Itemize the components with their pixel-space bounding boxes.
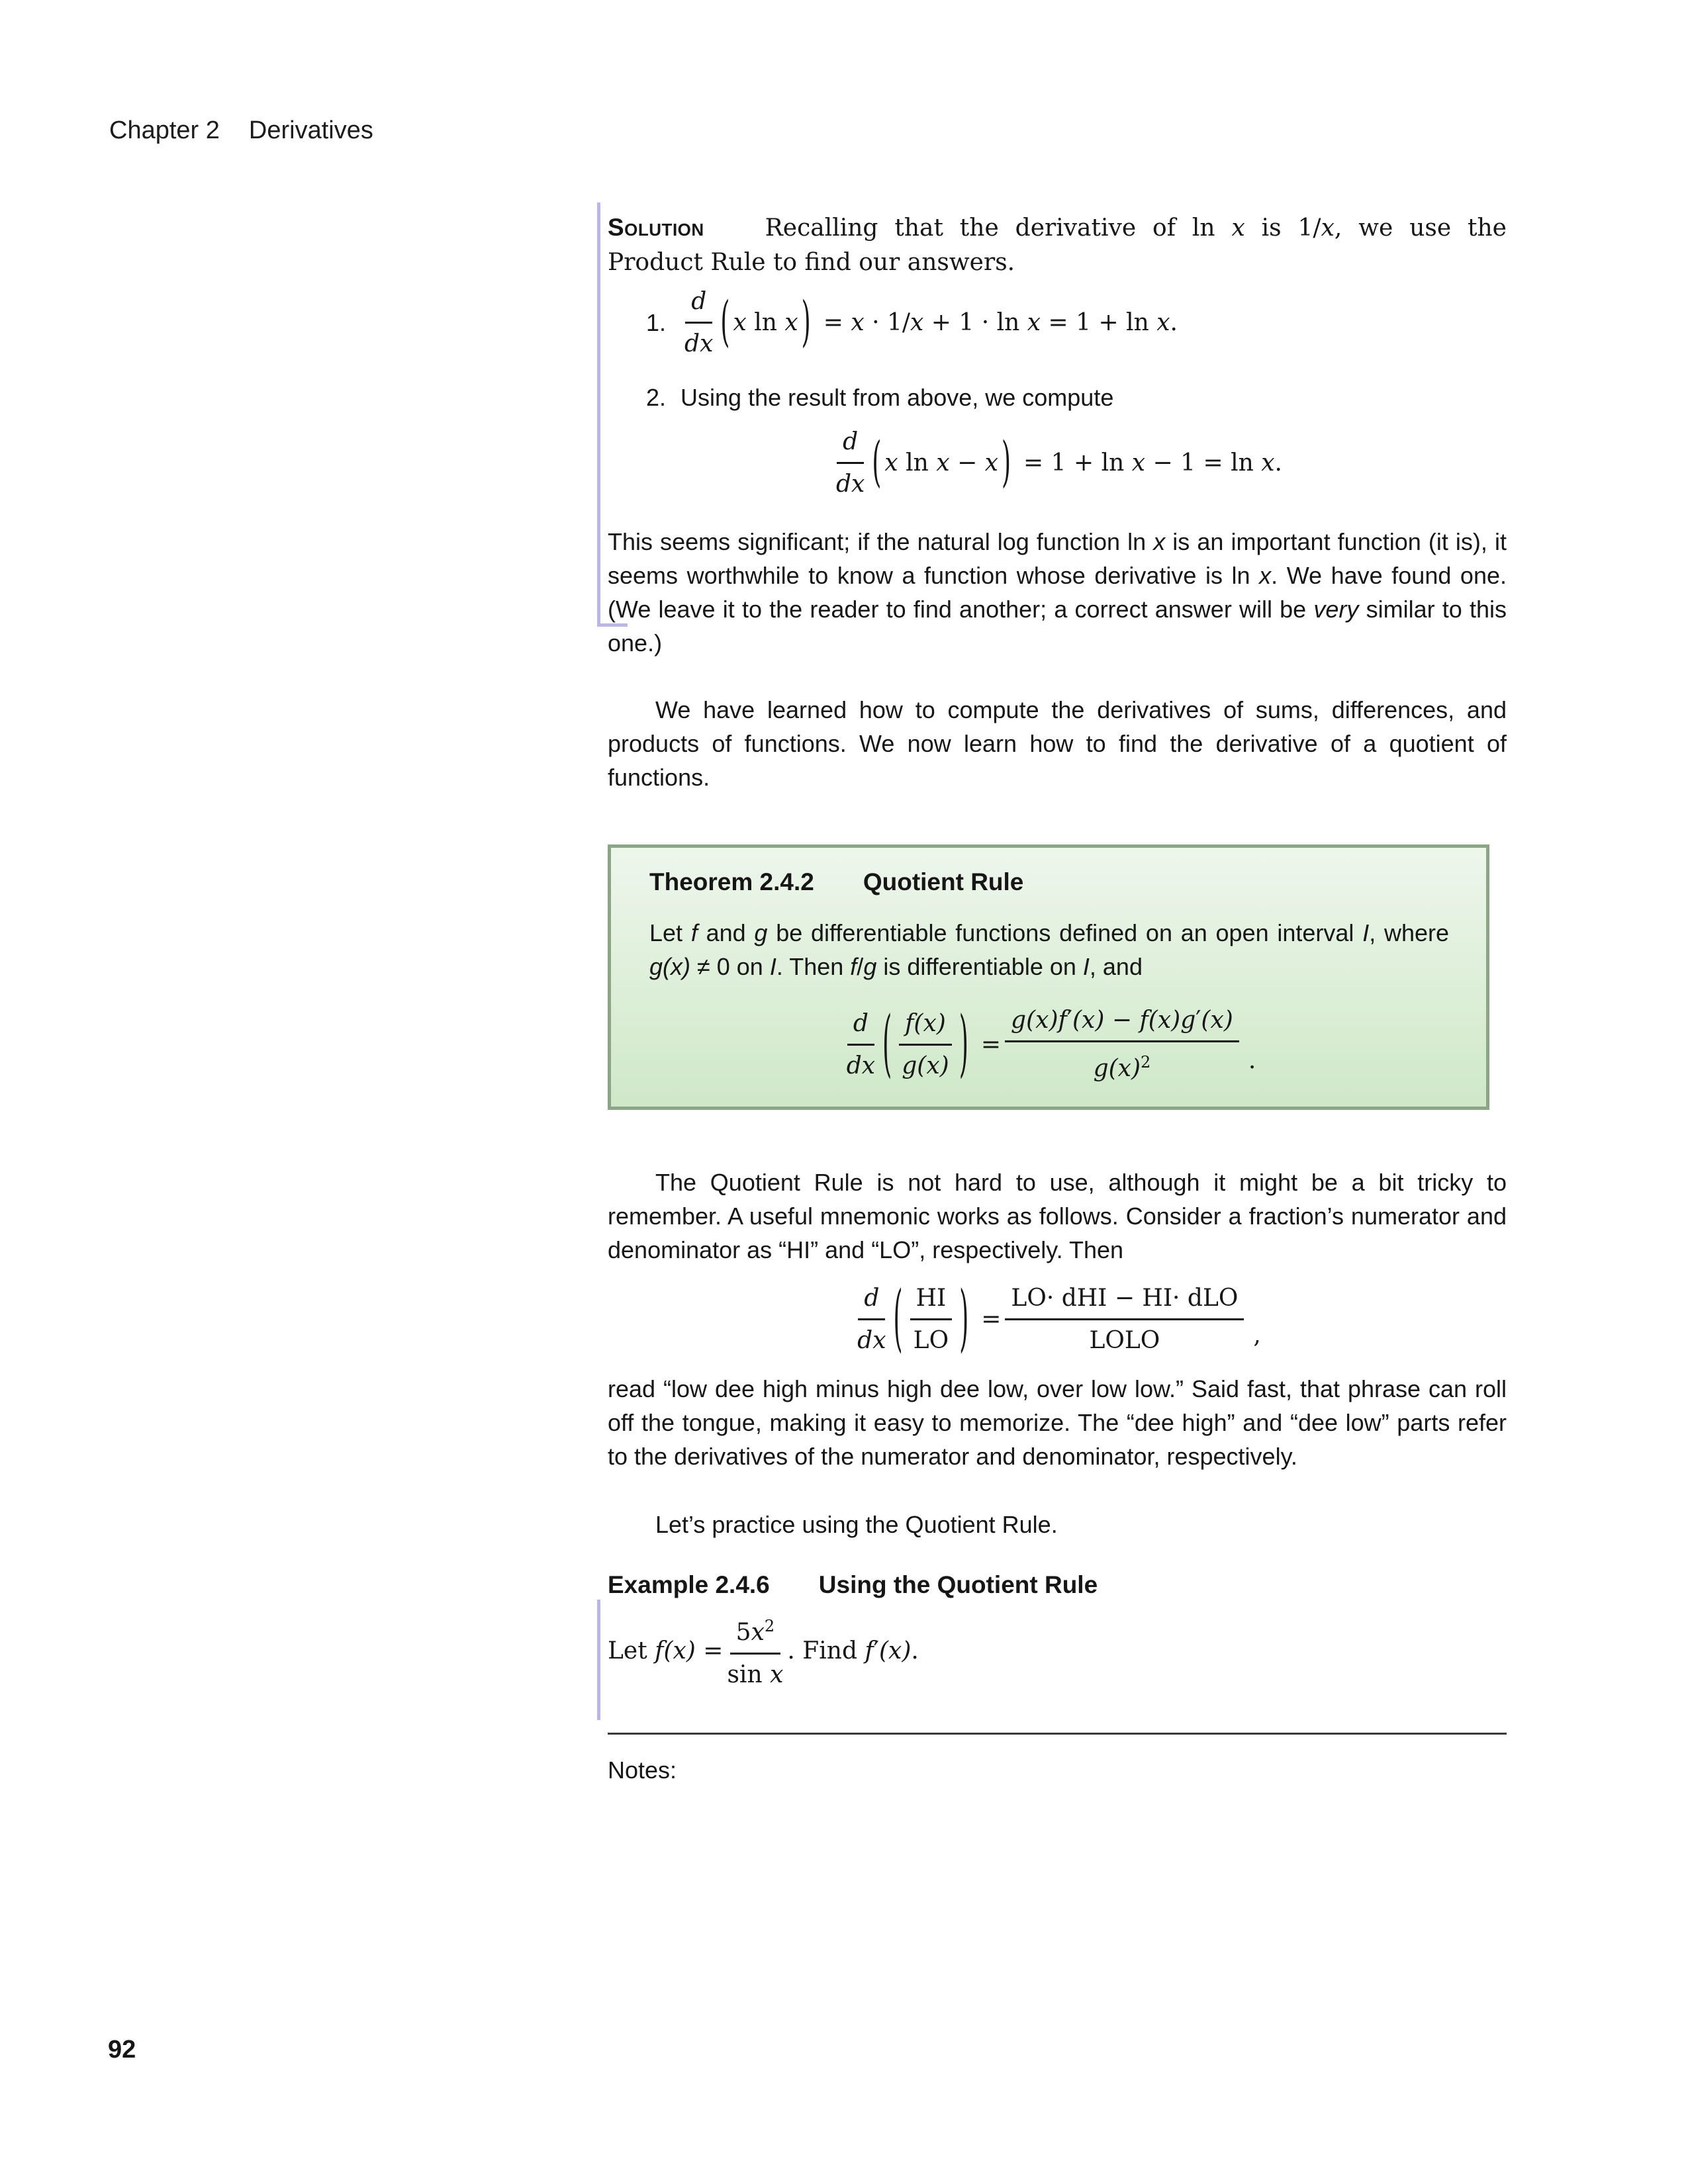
theorem-number: Theorem 2.4.2 — [649, 868, 814, 895]
left-paren: ( — [893, 1277, 903, 1361]
ddx-fraction: $\frac{d}{dx}$ — [857, 1281, 886, 1357]
equation-period: . — [1248, 1046, 1256, 1074]
notes-divider-rule — [608, 1733, 1507, 1735]
running-header — [109, 114, 373, 148]
ddx-fraction: $\frac{d}{dx}$ — [847, 1007, 875, 1083]
solution-intro-paragraph — [608, 210, 1507, 279]
example-number: Example 2.4.6 — [608, 1571, 770, 1598]
solution-rule-foot — [597, 623, 628, 627]
example-body — [608, 1610, 1507, 1692]
equation-quotient-rule — [649, 1003, 1449, 1085]
equation-argument: x ln x − x — [884, 449, 998, 477]
right-paren: ) — [1002, 432, 1011, 494]
example-fraction: $\frac{5x^2}{\text{sin x}}$ — [727, 1610, 783, 1692]
f-over-g-fraction: $\frac{f(x)}{g(x)}$ — [899, 1007, 952, 1083]
ddx-fraction: $\frac{d}{dx}$ — [684, 285, 713, 361]
equation-argument: x ln x — [733, 309, 798, 336]
equation-rhs: = 1 + ln x − 1 = ln x. — [1023, 449, 1282, 477]
solution-intro-text: Recalling that the derivative of ln x is 1/x, we use the Product Rule to find our answers. — [608, 214, 1507, 276]
example-rule-vertical — [597, 1600, 600, 1720]
list-item-2-text: Using the result from above, we compute — [680, 384, 1114, 411]
text-column — [608, 210, 1507, 1787]
example-block — [608, 1568, 1507, 1692]
left-paren: ( — [720, 292, 730, 353]
equation-product-rule-2 — [608, 425, 1507, 501]
paragraph-learned: We have learned how to compute the derivatives of sums, differences, and products of functions. We now learn how to find the derivative of a quotient of functions. — [608, 696, 1507, 791]
example-heading — [608, 1568, 1507, 1602]
chapter-title: Derivatives — [248, 116, 373, 144]
quotient-rule-rhs-fraction: $\frac{g(x)f'(x) - f(x)g'(x)}{g(x)^2}$ — [1005, 1003, 1239, 1085]
equals-sign: = — [980, 1030, 1002, 1058]
equals-sign: = — [981, 1306, 1002, 1333]
mnemonic-rhs-fraction: $\frac{\text{LO· dHI − HI· dLO}}{\text{LOLO}}$ — [1005, 1281, 1244, 1357]
page-number: 92 — [108, 2036, 136, 2064]
right-paren: ) — [959, 1003, 968, 1086]
theorem-box — [608, 844, 1489, 1110]
solution-remark-paragraph: This seems significant; if the natural log function ln x is an important function (it is), it seems worthwhile to know a function whose derivative is ln x. We have found one. (We leave it to the reader to find another; a correct answer will be very similar to this one.) — [608, 528, 1507, 657]
notes-label: Notes: — [608, 1756, 677, 1784]
equation-rhs: = x · 1/x + 1 · ln x = 1 + ln x. — [823, 309, 1178, 336]
left-paren: ( — [882, 1003, 892, 1086]
right-paren: ) — [959, 1277, 969, 1361]
solution-label: Solution — [608, 214, 704, 241]
equation-product-rule-1 — [646, 285, 1507, 361]
solution-rule-vertical — [597, 203, 600, 627]
paragraph-read: read “low dee high minus high dee low, over low low.” Said fast, that phrase can roll off the tongue, making it easy to memorize. The “dee high” and “dee low” parts refer to the derivatives of the numerator and denominator, respectively. — [608, 1375, 1507, 1470]
example-statement-pre: Let f(x) = — [608, 1637, 724, 1664]
paragraph-practice: Let’s practice using the Quotient Rule. — [655, 1511, 1058, 1538]
hi-over-lo-fraction: $\frac{HI}{LO}$ — [910, 1281, 953, 1357]
theorem-body: Let f and g be differentiable functions defined on an open interval I, where g(x) ≠ 0 on I. Then f/g is differentiable on I, and — [649, 919, 1450, 980]
left-paren: ( — [872, 432, 882, 494]
list-item-1-label: 1. — [646, 309, 667, 336]
example-statement-post: . Find f′(x). — [787, 1637, 919, 1664]
theorem-heading — [649, 865, 1449, 899]
example-title: Using the Quotient Rule — [818, 1571, 1098, 1598]
list-item-2 — [646, 381, 1507, 414]
solution-block — [608, 210, 1507, 660]
chapter-label: Chapter 2 — [109, 116, 220, 144]
theorem-title: Quotient Rule — [863, 868, 1024, 895]
equation-mnemonic — [608, 1277, 1507, 1361]
list-item-2-label: 2. — [646, 384, 667, 411]
equation-comma: , — [1253, 1322, 1261, 1349]
right-paren: ) — [801, 292, 811, 353]
ddx-fraction: $\frac{d}{dx}$ — [836, 425, 865, 501]
paragraph-tricky: The Quotient Rule is not hard to use, although it might be a bit tricky to remember. A useful mnemonic works as follows. Consider a fraction’s numerator and denominator as “HI” and “LO”, respectively. Then — [608, 1169, 1507, 1263]
